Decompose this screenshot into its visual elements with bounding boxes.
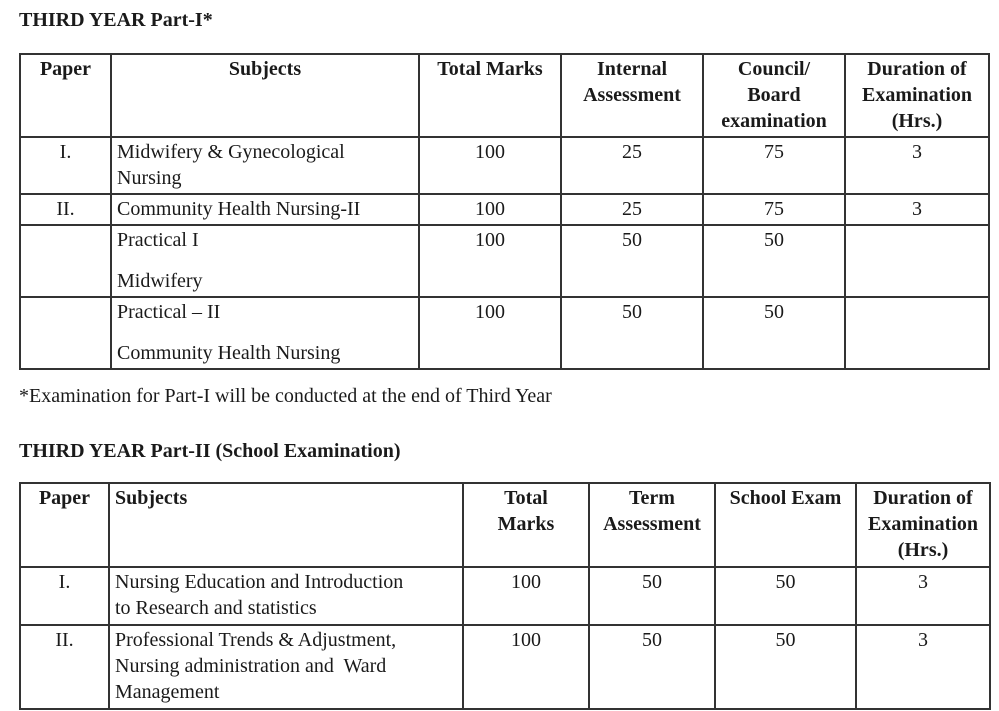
table-row — [20, 625, 990, 709]
cell-duration — [845, 297, 989, 369]
header-internal-assessment: Internal Assessment — [561, 54, 703, 137]
cell-council: 75 — [703, 194, 845, 225]
cell-subject: Midwifery & Gynecological Nursing — [111, 137, 419, 194]
cell-council: 50 — [703, 297, 845, 369]
part2-heading: THIRD YEAR Part-II (School Examination) — [19, 440, 401, 462]
header-total-marks: Total Marks — [419, 54, 561, 137]
table-row — [20, 567, 990, 625]
cell-subject: Nursing Education and Introduction to Research and statistics — [109, 567, 463, 625]
cell-paper: I. — [20, 567, 109, 625]
cell-council: 50 — [703, 225, 845, 297]
table-row — [20, 297, 989, 369]
header-subjects: Subjects — [111, 54, 419, 137]
cell-duration: 3 — [845, 194, 989, 225]
header-duration: Duration of Examination (Hrs.) — [856, 483, 990, 567]
part2-table — [19, 482, 991, 710]
part1-footnote: *Examination for Part-I will be conducted at the end of Third Year — [19, 385, 552, 407]
cell-school-exam: 50 — [715, 625, 856, 709]
table-row — [20, 137, 989, 194]
cell-paper: II. — [20, 625, 109, 709]
cell-total-marks: 100 — [419, 225, 561, 297]
header-subjects: Subjects — [109, 483, 463, 567]
cell-paper: II. — [20, 194, 111, 225]
table-header-row — [20, 54, 989, 137]
header-paper: Paper — [20, 483, 109, 567]
cell-duration — [845, 225, 989, 297]
cell-subject: Professional Trends & Adjustment, Nursing administration and Ward Management — [109, 625, 463, 709]
table-header-row — [20, 483, 990, 567]
table-row — [20, 194, 989, 225]
cell-paper — [20, 297, 111, 369]
cell-subject: Community Health Nursing-II — [111, 194, 419, 225]
cell-total-marks: 100 — [419, 137, 561, 194]
cell-duration: 3 — [856, 567, 990, 625]
cell-council: 75 — [703, 137, 845, 194]
cell-term: 50 — [589, 567, 715, 625]
table-row — [20, 225, 989, 297]
header-term-assessment: Term Assessment — [589, 483, 715, 567]
part1-table — [19, 53, 990, 370]
cell-school-exam: 50 — [715, 567, 856, 625]
cell-internal: 50 — [561, 225, 703, 297]
part1-heading: THIRD YEAR Part-I* — [19, 9, 213, 31]
cell-duration: 3 — [845, 137, 989, 194]
cell-duration: 3 — [856, 625, 990, 709]
header-school-exam: School Exam — [715, 483, 856, 567]
cell-total-marks: 100 — [419, 194, 561, 225]
header-total-marks: Total Marks — [463, 483, 589, 567]
cell-total-marks: 100 — [419, 297, 561, 369]
cell-subject: Practical – II Community Health Nursing — [111, 297, 419, 369]
cell-subject: Practical I Midwifery — [111, 225, 419, 297]
cell-paper: I. — [20, 137, 111, 194]
cell-term: 50 — [589, 625, 715, 709]
header-duration: Duration of Examination (Hrs.) — [845, 54, 989, 137]
cell-internal: 25 — [561, 137, 703, 194]
cell-internal: 25 — [561, 194, 703, 225]
cell-paper — [20, 225, 111, 297]
header-council-board-exam: Council/ Board examination — [703, 54, 845, 137]
header-paper: Paper — [20, 54, 111, 137]
cell-total-marks: 100 — [463, 625, 589, 709]
cell-internal: 50 — [561, 297, 703, 369]
cell-total-marks: 100 — [463, 567, 589, 625]
